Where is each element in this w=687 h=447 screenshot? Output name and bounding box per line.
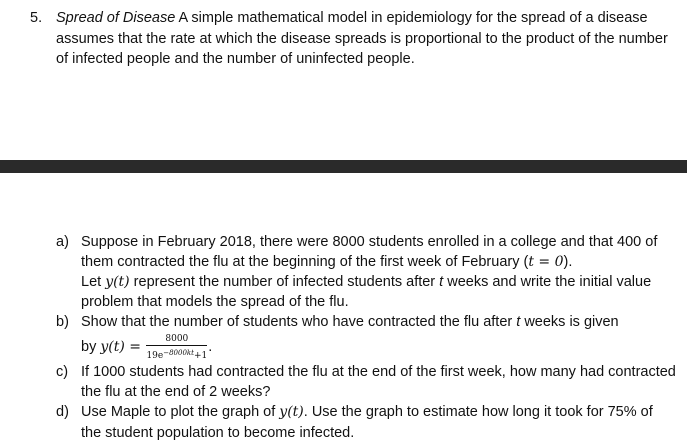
problem-parts	[56, 232, 676, 444]
part-b-period: .	[208, 339, 213, 355]
part-d-y-of-t: y(t)	[279, 404, 304, 420]
denominator-exponent: −8000kt	[163, 348, 194, 357]
problem-5	[30, 8, 670, 70]
problem-intro	[56, 8, 670, 70]
part-a-text-1: Suppose in February 2018, there were 8000 students enrolled in a college and that 400 of them contracted the flu at the beginning of the first week of February (	[81, 234, 658, 270]
solution-fraction	[146, 334, 207, 361]
part-b-text-1: Show that the number of students who have contracted the flu after	[81, 314, 517, 330]
part-a	[56, 232, 676, 312]
part-b-formula-line	[81, 332, 676, 362]
redaction-bar	[0, 160, 687, 173]
part-d-label: d)	[56, 404, 69, 420]
part-a-text-5: weeks and write the initial value problem that models the spread of the flu.	[81, 274, 652, 310]
part-a-label: a)	[56, 234, 69, 250]
denominator-base: 19e	[146, 350, 164, 361]
fraction-numerator: 8000	[146, 334, 207, 346]
part-a-text	[81, 232, 676, 312]
part-d	[56, 402, 676, 444]
part-a-text-2: ).	[563, 254, 573, 270]
fraction-denominator	[146, 346, 207, 361]
part-b-t-variable: t	[516, 314, 521, 330]
part-c-text: If 1000 students had contracted the flu at the end of the first week, how many had contracted the flu at the end of 2 weeks?	[81, 364, 676, 400]
part-a-text-3: Let	[81, 274, 106, 290]
problem-intro-text: A simple mathematical model in epidemiology for the spread of a disease assumes that the rate at which the disease spreads is proportional to the product of the number of infected people and the number of uninfected people.	[56, 10, 668, 67]
part-c-label: c)	[56, 364, 69, 380]
part-b-text	[81, 312, 676, 362]
part-b	[56, 312, 676, 362]
part-a-t-variable: t	[439, 274, 444, 290]
problem-title: Spread of Disease	[56, 10, 176, 26]
part-d-text-2: . Use the graph to estimate how long it took for 75% of the student population to become infected.	[81, 404, 653, 441]
part-a-text-4: represent the number of infected students after	[129, 274, 440, 290]
part-d-text-1: Use Maple to plot the graph of	[81, 404, 280, 420]
part-b-label: b)	[56, 314, 69, 330]
part-b-text-2: weeks is given	[520, 314, 619, 330]
part-b-text-3: by	[81, 339, 101, 355]
problem-number: 5.	[30, 10, 43, 26]
part-d-text	[81, 402, 676, 444]
denominator-tail: +1	[193, 350, 208, 361]
part-b-y-equation: y(t) =	[100, 339, 146, 355]
part-a-t-equation: t = 0	[528, 254, 564, 270]
part-a-y-of-t: y(t)	[105, 274, 130, 290]
part-c	[56, 362, 676, 402]
